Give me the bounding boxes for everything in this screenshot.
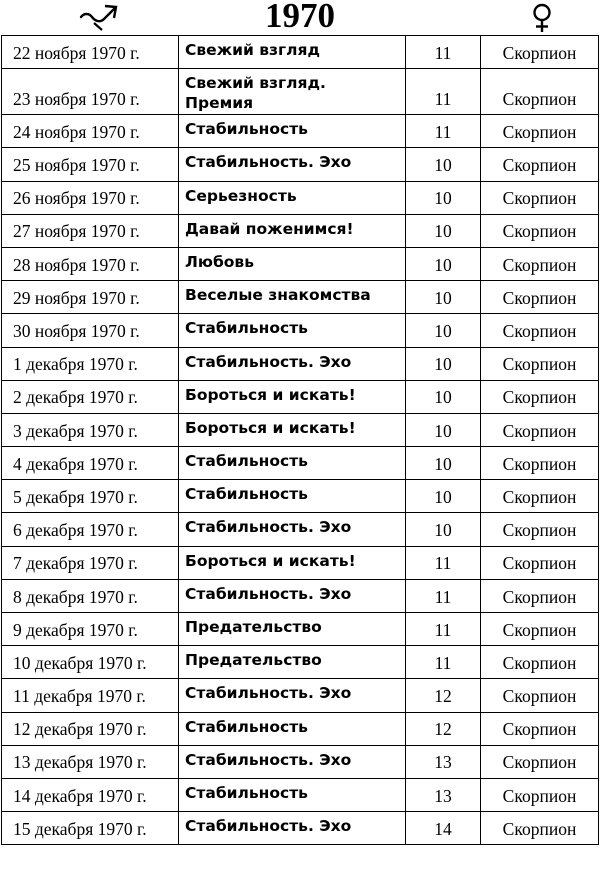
- sign-cell: Скорпион: [481, 745, 599, 778]
- table-row: [2, 679, 599, 712]
- number-cell: 10: [406, 314, 481, 347]
- date-cell: 4 декабря 1970 г.: [2, 447, 179, 480]
- number-cell: 13: [406, 745, 481, 778]
- table-row: [2, 148, 599, 181]
- sign-cell: Скорпион: [481, 513, 599, 546]
- sign-cell: Скорпион: [481, 778, 599, 811]
- title-cell: [179, 115, 406, 148]
- number-cell: 10: [406, 413, 481, 446]
- title-cell: [179, 745, 406, 778]
- date-cell: 15 декабря 1970 г.: [2, 812, 179, 845]
- date-cell: 10 декабря 1970 г.: [2, 646, 179, 679]
- sign-cell: Скорпион: [481, 646, 599, 679]
- date-cell: 3 декабря 1970 г.: [2, 413, 179, 446]
- sign-cell: Скорпион: [481, 36, 599, 69]
- number-cell: 13: [406, 778, 481, 811]
- number-cell: 10: [406, 380, 481, 413]
- title-line: Стабильность. Эхо: [185, 518, 352, 537]
- title-line: Стабильность: [185, 319, 308, 338]
- sign-cell: Скорпион: [481, 69, 599, 115]
- title-line: Бороться и искать!: [185, 418, 356, 437]
- title-cell: [179, 413, 406, 446]
- title-line: Стабильность: [185, 485, 308, 504]
- table-row: [2, 546, 599, 579]
- date-cell: 25 ноября 1970 г.: [2, 148, 179, 181]
- title-line: Бороться и искать!: [185, 385, 356, 404]
- table-row: [2, 347, 599, 380]
- number-cell: 12: [406, 679, 481, 712]
- sign-cell: Скорпион: [481, 712, 599, 745]
- number-cell: 11: [406, 69, 481, 115]
- number-cell: 11: [406, 36, 481, 69]
- date-cell: 2 декабря 1970 г.: [2, 380, 179, 413]
- number-cell: 11: [406, 613, 481, 646]
- table-row: [2, 480, 599, 513]
- title-cell: [179, 380, 406, 413]
- table-row: [2, 646, 599, 679]
- table-row: [2, 380, 599, 413]
- table-row: [2, 115, 599, 148]
- table-body: [2, 36, 599, 845]
- sign-cell: Скорпион: [481, 214, 599, 247]
- table-row: [2, 413, 599, 446]
- table-row: [2, 579, 599, 612]
- title-line: Премия: [185, 94, 254, 113]
- title-cell: [179, 347, 406, 380]
- sign-cell: Скорпион: [481, 812, 599, 845]
- date-cell: 26 ноября 1970 г.: [2, 181, 179, 214]
- sign-cell: Скорпион: [481, 148, 599, 181]
- table-row: [2, 314, 599, 347]
- table-row: [2, 69, 599, 115]
- page-header: [0, 0, 600, 36]
- table-row: [2, 712, 599, 745]
- number-cell: 10: [406, 480, 481, 513]
- compatibility-table: [1, 35, 599, 845]
- table-row: [2, 214, 599, 247]
- number-cell: 14: [406, 812, 481, 845]
- title-line: Стабильность: [185, 120, 308, 139]
- title-cell: [179, 181, 406, 214]
- date-cell: 28 ноября 1970 г.: [2, 247, 179, 280]
- title-cell: [179, 546, 406, 579]
- number-cell: 10: [406, 281, 481, 314]
- title-line: Стабильность: [185, 717, 308, 736]
- title-line: Стабильность. Эхо: [185, 817, 352, 836]
- venus-icon: [527, 2, 557, 34]
- title-cell: [179, 778, 406, 811]
- sign-cell: Скорпион: [481, 281, 599, 314]
- title-line: Свежий взгляд: [185, 41, 320, 59]
- table-row: [2, 247, 599, 280]
- table-row: [2, 613, 599, 646]
- title-cell: [179, 36, 406, 69]
- date-cell: 12 декабря 1970 г.: [2, 712, 179, 745]
- number-cell: 10: [406, 247, 481, 280]
- title-cell: [179, 579, 406, 612]
- number-cell: 10: [406, 513, 481, 546]
- title-line: Веселые знакомства: [185, 286, 371, 305]
- date-cell: 22 ноября 1970 г.: [2, 36, 179, 69]
- sign-cell: Скорпион: [481, 115, 599, 148]
- date-cell: 23 ноября 1970 г.: [2, 69, 179, 115]
- date-cell: 14 декабря 1970 г.: [2, 778, 179, 811]
- title-line: Стабильность. Эхо: [185, 153, 352, 172]
- sign-cell: Скорпион: [481, 480, 599, 513]
- title-line: Бороться и искать!: [185, 551, 356, 570]
- sign-cell: Скорпион: [481, 546, 599, 579]
- date-cell: 11 декабря 1970 г.: [2, 679, 179, 712]
- number-cell: 10: [406, 214, 481, 247]
- title-cell: [179, 247, 406, 280]
- title-cell: [179, 646, 406, 679]
- number-cell: 10: [406, 347, 481, 380]
- title-cell: [179, 447, 406, 480]
- date-cell: 24 ноября 1970 г.: [2, 115, 179, 148]
- date-cell: 5 декабря 1970 г.: [2, 480, 179, 513]
- date-cell: 27 ноября 1970 г.: [2, 214, 179, 247]
- title-cell: [179, 214, 406, 247]
- sign-cell: Скорпион: [481, 380, 599, 413]
- sign-cell: Скорпион: [481, 679, 599, 712]
- sign-cell: Скорпион: [481, 613, 599, 646]
- title-line: Стабильность. Эхо: [185, 352, 352, 371]
- table-row: [2, 513, 599, 546]
- title-cell: [179, 613, 406, 646]
- sign-cell: Скорпион: [481, 181, 599, 214]
- table-row: [2, 281, 599, 314]
- table-row: [2, 181, 599, 214]
- number-cell: 11: [406, 646, 481, 679]
- title-cell: [179, 314, 406, 347]
- table-row: [2, 36, 599, 69]
- title-line: Предательство: [185, 618, 322, 636]
- number-cell: 11: [406, 579, 481, 612]
- number-cell: 12: [406, 712, 481, 745]
- date-cell: 8 декабря 1970 г.: [2, 579, 179, 612]
- title-line: Стабильность. Эхо: [185, 750, 352, 769]
- sign-cell: Скорпион: [481, 447, 599, 480]
- table-row: [2, 812, 599, 845]
- date-cell: 6 декабря 1970 г.: [2, 513, 179, 546]
- number-cell: 11: [406, 115, 481, 148]
- title-cell: [179, 69, 406, 115]
- sign-cell: Скорпион: [481, 413, 599, 446]
- title-line: Любовь: [185, 252, 255, 271]
- table-row: [2, 745, 599, 778]
- title-cell: [179, 513, 406, 546]
- sign-cell: Скорпион: [481, 579, 599, 612]
- sign-cell: Скорпион: [481, 247, 599, 280]
- title-cell: [179, 712, 406, 745]
- date-cell: 9 декабря 1970 г.: [2, 613, 179, 646]
- title-line: Давай поженимся!: [185, 219, 354, 238]
- number-cell: 10: [406, 148, 481, 181]
- title-line: Стабильность. Эхо: [185, 684, 352, 703]
- year-title: 1970: [265, 0, 335, 35]
- title-line: Стабильность: [185, 783, 308, 802]
- title-cell: [179, 148, 406, 181]
- date-cell: 29 ноября 1970 г.: [2, 281, 179, 314]
- title-line: Предательство: [185, 651, 322, 670]
- number-cell: 10: [406, 181, 481, 214]
- date-cell: 1 декабря 1970 г.: [2, 347, 179, 380]
- title-line: Свежий взгляд.: [185, 74, 326, 93]
- title-cell: [179, 281, 406, 314]
- date-cell: 7 декабря 1970 г.: [2, 546, 179, 579]
- title-line: Стабильность: [185, 452, 308, 471]
- title-cell: [179, 679, 406, 712]
- table-row: [2, 778, 599, 811]
- date-cell: 13 декабря 1970 г.: [2, 745, 179, 778]
- number-cell: 10: [406, 447, 481, 480]
- title-line: Серьезность: [185, 186, 297, 205]
- table-row: [2, 447, 599, 480]
- title-cell: [179, 812, 406, 845]
- date-cell: 30 ноября 1970 г.: [2, 314, 179, 347]
- title-cell: [179, 480, 406, 513]
- number-cell: 11: [406, 546, 481, 579]
- sign-cell: Скорпион: [481, 314, 599, 347]
- sign-cell: Скорпион: [481, 347, 599, 380]
- title-line: Стабильность. Эхо: [185, 584, 352, 603]
